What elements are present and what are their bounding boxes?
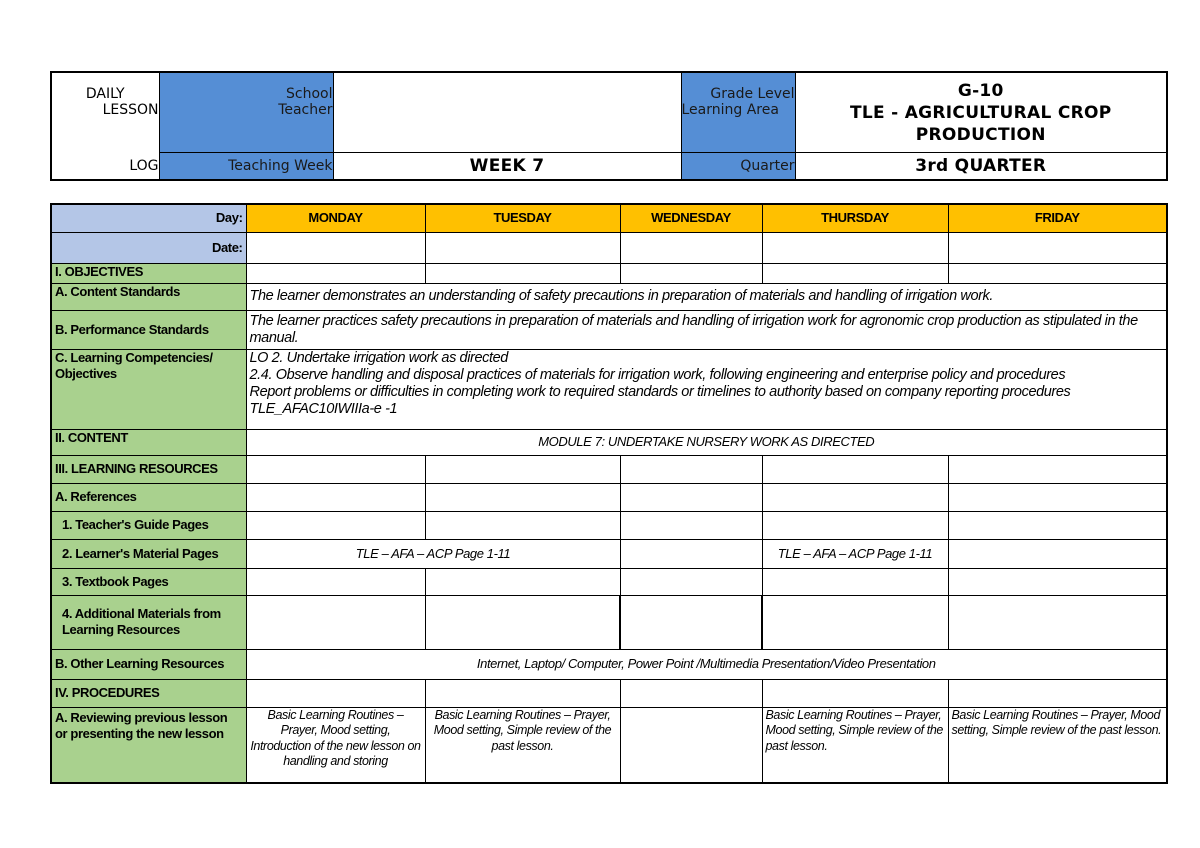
- quarter-label: Quarter: [681, 152, 795, 180]
- learning-competencies-label: C. Learning Competencies/ Objectives: [51, 349, 246, 429]
- daily-lesson-table: [50, 203, 1168, 784]
- performance-standards-text: The learner practices safety precautions in preparation of materials and handling of irrigation work for agronomic crop production as stipulated in the manual.: [246, 310, 1167, 349]
- textbook-pages-label: 3. Textbook Pages: [51, 568, 246, 595]
- lm-pages-monday: TLE – AFA – ACP Page 1-11: [246, 539, 620, 568]
- reviewing-monday: Basic Learning Routines – Prayer, Mood setting, Introduction of the new lesson on handling and storing: [246, 707, 425, 783]
- learning-area-label: Learning Area: [681, 102, 795, 152]
- content-heading: II. CONTENT: [51, 429, 246, 455]
- additional-materials-label: 4. Additional Materials from Learning Resources: [51, 595, 246, 649]
- daily-label: DAILY: [51, 72, 159, 102]
- log-label: LOG: [51, 152, 159, 180]
- school-label: School: [159, 72, 333, 102]
- teacher-label: Teacher: [159, 102, 333, 152]
- reviewing-lesson-label: A. Reviewing previous lesson or presenting the new lesson: [51, 707, 246, 783]
- date-monday: [246, 232, 425, 263]
- learners-material-pages-label: 2. Learner's Material Pages: [51, 539, 246, 568]
- reviewing-tuesday: Basic Learning Routines – Prayer, Mood setting, Simple review of the past lesson.: [425, 707, 620, 783]
- competency-line: 2.4. Observe handling and disposal practices of materials for irrigation work, following engineering and enterprise policy and procedures: [249, 366, 1066, 383]
- learning-competencies-text: [246, 349, 1167, 429]
- day-wednesday: WEDNESDAY: [620, 204, 762, 232]
- day-label: Day:: [51, 204, 246, 232]
- other-learning-resources-text: Internet, Laptop/ Computer, Power Point /Multimedia Presentation/Video Presentation: [246, 649, 1167, 679]
- teaching-week-label: Teaching Week: [159, 152, 333, 180]
- content-standards-label: A. Content Standards: [51, 283, 246, 310]
- date-thursday: [762, 232, 948, 263]
- day-thursday: THURSDAY: [762, 204, 948, 232]
- other-learning-resources-label: B. Other Learning Resources: [51, 649, 246, 679]
- competency-line: LO 2. Undertake irrigation work as directed: [249, 349, 508, 366]
- day-friday: FRIDAY: [948, 204, 1167, 232]
- date-wednesday: [620, 232, 762, 263]
- grade-level-value: G-10: [795, 72, 1167, 102]
- reviewing-wednesday: [620, 707, 762, 783]
- objectives-heading: I. OBJECTIVES: [51, 263, 246, 283]
- date-tuesday: [425, 232, 620, 263]
- date-label: Date:: [51, 232, 246, 263]
- learning-area-value: TLE - AGRICULTURAL CROP PRODUCTION: [795, 102, 1167, 152]
- competency-line: Report problems or difficulties in completing work to required standards or timelines to authority based on company reporting procedures: [249, 383, 1071, 400]
- lm-pages-thursday: TLE – AFA – ACP Page 1-11: [762, 539, 948, 568]
- content-standards-text: The learner demonstrates an understanding of safety precautions in preparation of materials and handling of irrigation work.: [246, 283, 1167, 310]
- competency-code: TLE_AFAC10IWIIIa-e -1: [249, 400, 398, 417]
- reviewing-thursday: Basic Learning Routines – Prayer, Mood setting, Simple review of the past lesson.: [762, 707, 948, 783]
- learning-resources-heading: III. LEARNING RESOURCES: [51, 455, 246, 483]
- performance-standards-label: B. Performance Standards: [51, 310, 246, 349]
- teachers-guide-pages-label: 1. Teacher's Guide Pages: [51, 511, 246, 539]
- procedures-heading: IV. PROCEDURES: [51, 679, 246, 707]
- content-text: MODULE 7: UNDERTAKE NURSERY WORK AS DIRECTED: [246, 429, 1167, 455]
- references-label: A. References: [51, 483, 246, 511]
- date-friday: [948, 232, 1167, 263]
- day-tuesday: TUESDAY: [425, 204, 620, 232]
- lesson-label: LESSON: [51, 102, 159, 152]
- school-value: [333, 72, 681, 102]
- quarter-value: 3rd QUARTER: [795, 152, 1167, 180]
- teacher-value: [333, 102, 681, 152]
- day-monday: MONDAY: [246, 204, 425, 232]
- teaching-week-value: WEEK 7: [333, 152, 681, 180]
- grade-level-label: Grade Level: [681, 72, 795, 102]
- lesson-header-table: [50, 71, 1168, 181]
- reviewing-friday: Basic Learning Routines – Prayer, Mood setting, Simple review of the past lesson.: [948, 707, 1167, 783]
